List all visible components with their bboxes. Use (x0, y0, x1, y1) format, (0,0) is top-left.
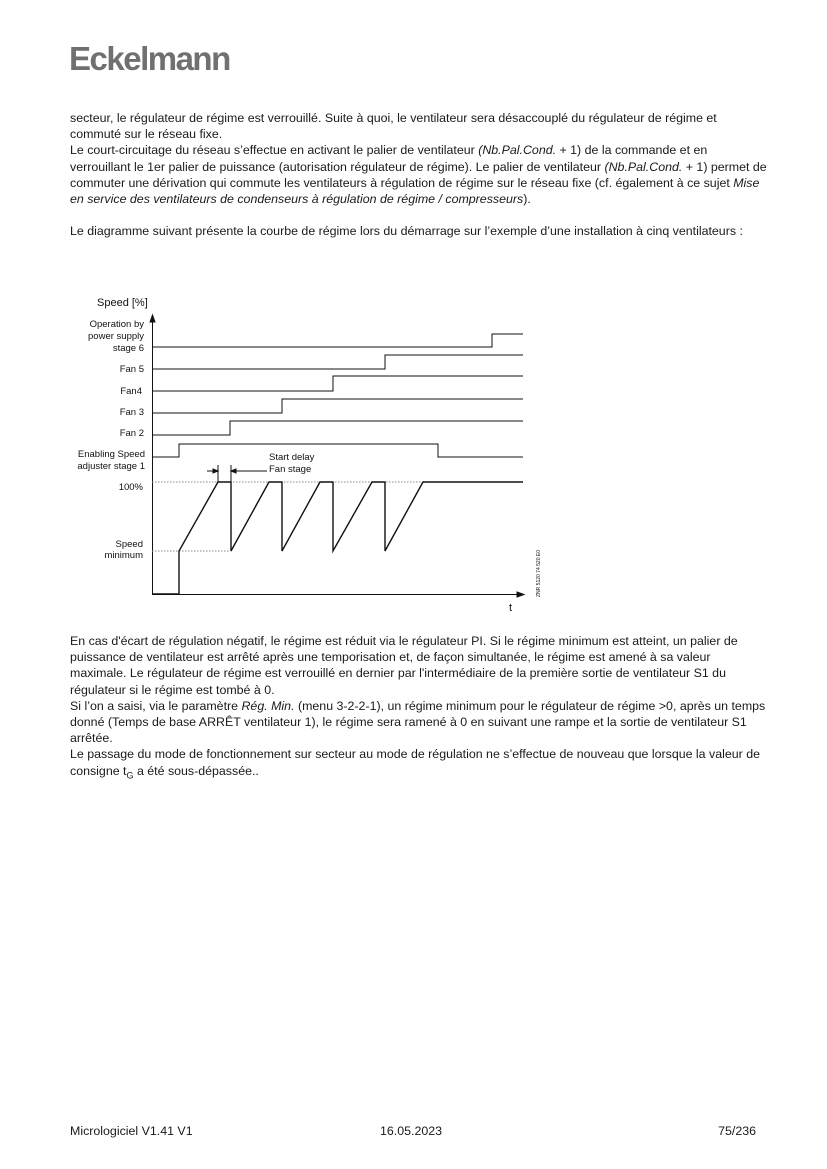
stage6-label-3: stage 6 (112, 343, 144, 354)
text: (menu 3-2-2-1), un régime minimum pour le régulateur de régime >0, après un temps donné (Temps de base ARRÊT ventilateur 1), le régime sera ramené à 0 en suivant une rampe et la sortie de ventilateur S1 arrêtée. (70, 698, 766, 746)
fan4-signal (152, 376, 523, 391)
text: + 1) de la commande et en verrouillant le 1er palier de puissance (autorisation régulateur de régime). Le palier de ventilateur (70, 143, 708, 174)
x-axis-label: t (509, 602, 513, 614)
speed-curve (152, 482, 523, 594)
footer-date: 16.05.2023 (380, 1124, 443, 1138)
text: a été sous-dépassée.. (133, 763, 259, 778)
start-delay-label-2: Fan stage (269, 464, 312, 475)
fan2-label: Fan 2 (119, 428, 144, 439)
fan5-label: Fan 5 (119, 364, 144, 375)
text: + 1) permet de commuter une dérivation qui commute les ventilateurs à régulation de régime sur le réseau fixe (cf. également à ce sujet (70, 159, 767, 190)
body-paragraph-1: En cas d'écart de régulation négatif, le régime est réduit via le régulateur PI. Si le régime minimum est atteint, un palier de puissance de ventilateur est arrêté après une temporisation et, de façon simultanée, le régime est amené à sa valeur maximale. Le régulateur de régime est verrouillé en dernier par l'intermédiaire de la première sortie de ventilateur S1 du régulateur si le régime est tombé à 0. (70, 634, 738, 697)
figure-code: ZNR 5120 74 520 E0 (536, 550, 542, 597)
fan3-signal (152, 399, 523, 413)
x-axis-arrow (517, 592, 524, 597)
stage6-label-2: power supply (88, 331, 144, 342)
delay-arrowhead-left (213, 469, 218, 473)
text: Le court-circuitage du réseau s’effectue en activant le palier de ventilateur (70, 143, 479, 158)
body-paragraph-3 (70, 746, 770, 783)
intro-paragraph-3: Le diagramme suivant présente la courbe de régime lors du démarrage sur l’exemple d’une installation à cinq ventilateurs : (70, 224, 743, 239)
stage6-label-1: Operation by (89, 319, 144, 330)
enable-label-1: Enabling Speed (77, 449, 145, 460)
fan3-label: Fan 3 (119, 407, 144, 418)
body-paragraph-2 (70, 698, 770, 747)
max-speed-label: 100% (118, 482, 143, 493)
param-name: (Nb.Pal.Cond. (604, 159, 683, 174)
intro-paragraph-1: secteur, le régulateur de régime est verrouillé. Suite à quoi, le ventilateur sera désaccouplé du régulateur de régime et commuté sur le réseau fixe. (70, 111, 717, 142)
footer-page-number: 75/236 (718, 1124, 756, 1138)
param-name: (Nb.Pal.Cond. (478, 143, 557, 158)
section-reference: Mise en service des ventilateurs de condenseurs à régulation de régime / compresseurs (70, 175, 760, 207)
enable-signal (152, 444, 523, 457)
param-name: Rég. Min. (241, 698, 295, 713)
text: ). (523, 192, 531, 207)
y-axis-label: Speed [%] (97, 297, 148, 309)
text: Si l’on a saisi, via le paramètre (70, 698, 242, 713)
min-speed-label-1: Speed (115, 539, 143, 550)
fan2-signal (152, 421, 523, 435)
y-axis-arrow (150, 315, 155, 322)
delay-arrowhead-right (231, 469, 236, 473)
body-text (70, 633, 770, 783)
stage6-signal (152, 334, 523, 347)
subscript: G (126, 770, 134, 781)
fan5-signal (152, 355, 523, 369)
text: Le passage du mode de fonctionnement sur secteur au mode de régulation ne s’effectue de nouveau que lorsque la valeur de consigne t (70, 747, 760, 778)
eckelmann-logo: Eckelmann (69, 40, 230, 77)
start-delay-label-1: Start delay (269, 452, 315, 463)
enable-label-2: adjuster stage 1 (77, 461, 145, 472)
min-speed-label-2: minimum (104, 550, 143, 561)
footer-version: Micrologiciel V1.41 V1 (70, 1124, 193, 1138)
fan4-label: Fan4 (120, 386, 142, 397)
